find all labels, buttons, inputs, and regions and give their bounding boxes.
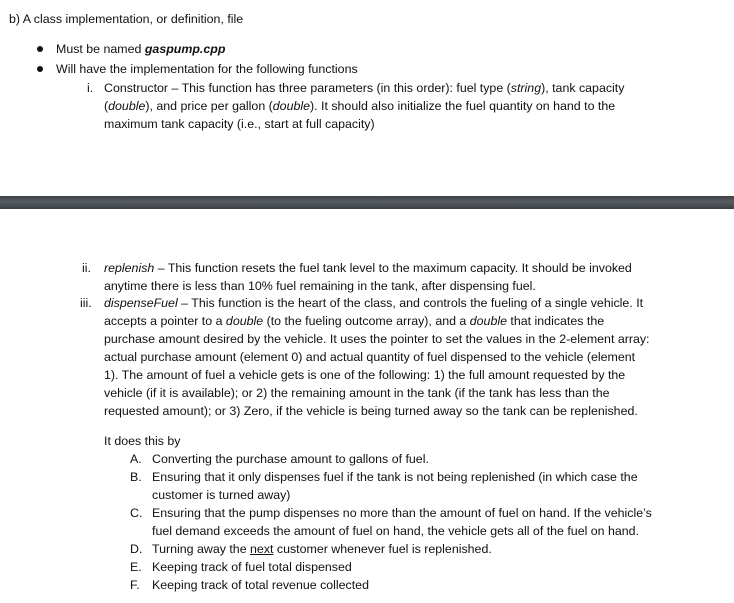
item-iii-line7: requested amount); or 3) Zero, if the vehicle is being turned away so the tank can be replenished. xyxy=(104,404,638,418)
item-i-line3: maximum tank capacity (i.e., start at full capacity) xyxy=(104,117,375,131)
step-b-letter: B. xyxy=(130,470,142,484)
item-i-line1: Constructor – This function has three parameters (in this order): fuel type (string), tank capacity xyxy=(104,81,625,95)
step-f-line1: Keeping track of total revenue collected xyxy=(152,578,369,592)
item-iii-line5: 1). The amount of fuel a vehicle gets is one of the following: 1) the full amount requested by the xyxy=(104,368,626,382)
item-iii-line2: accepts a pointer to a double (to the fueling outcome array), and a double that indicates the xyxy=(104,314,605,328)
item-iii-line6: vehicle (if it is available); or 2) the remaining amount in the tank (if the tank has less than the xyxy=(104,386,610,400)
filename: gaspump.cpp xyxy=(144,42,226,56)
item-ii-line1: replenish – This function resets the fuel tank level to the maximum capacity. It should be invoked xyxy=(104,261,632,275)
bullet-functions: Will have the implementation for the following functions xyxy=(56,62,358,76)
step-d-line1: Turning away the next customer whenever fuel is replenished. xyxy=(152,542,492,556)
step-c-line1: Ensuring that the pump dispenses no more than the amount of fuel on hand. If the vehicle’s xyxy=(152,506,652,520)
step-b-line1: Ensuring that it only dispenses fuel if the tank is not being replenished (in which case the xyxy=(152,470,638,484)
step-e-letter: E. xyxy=(130,560,142,574)
does-this-label: It does this by xyxy=(104,434,181,448)
item-iii-line3: purchase amount desired by the vehicle. It uses the pointer to set the values in the 2-element array: xyxy=(104,332,650,346)
step-a-letter: A. xyxy=(130,452,142,466)
item-iii-line4: actual purchase amount (element 0) and actual quantity of fuel dispensed to the vehicle (element xyxy=(104,350,636,364)
step-c-letter: C. xyxy=(130,506,143,520)
bullet-dot xyxy=(37,46,43,52)
step-f-letter: F. xyxy=(130,578,140,592)
item-i-numeral: i. xyxy=(87,81,94,95)
bullet-filename: Must be named gaspump.cpp xyxy=(56,42,226,56)
page-divider xyxy=(0,196,734,209)
bullet-dot xyxy=(37,66,43,72)
step-c-line2: fuel demand exceeds the amount of fuel on hand, the vehicle gets all of the fuel on hand. xyxy=(152,524,640,538)
item-ii-numeral: ii. xyxy=(82,261,91,275)
item-i-line2: (double), and price per gallon (double). It should also initialize the fuel quantity on hand to the xyxy=(104,99,616,113)
item-iii-numeral: iii. xyxy=(80,296,92,310)
step-a-line1: Converting the purchase amount to gallons of fuel. xyxy=(152,452,429,466)
section-heading: b) A class implementation, or definition, file xyxy=(9,12,244,26)
step-b-line2: customer is turned away) xyxy=(152,488,291,502)
step-d-letter: D. xyxy=(130,542,143,556)
item-iii-line1: dispenseFuel – This function is the heart of the class, and controls the fueling of a single vehicle. It xyxy=(104,296,644,310)
step-e-line1: Keeping track of fuel total dispensed xyxy=(152,560,352,574)
item-ii-line2: anytime there is less than 10% fuel remaining in the tank, after dispensing fuel. xyxy=(104,279,536,293)
